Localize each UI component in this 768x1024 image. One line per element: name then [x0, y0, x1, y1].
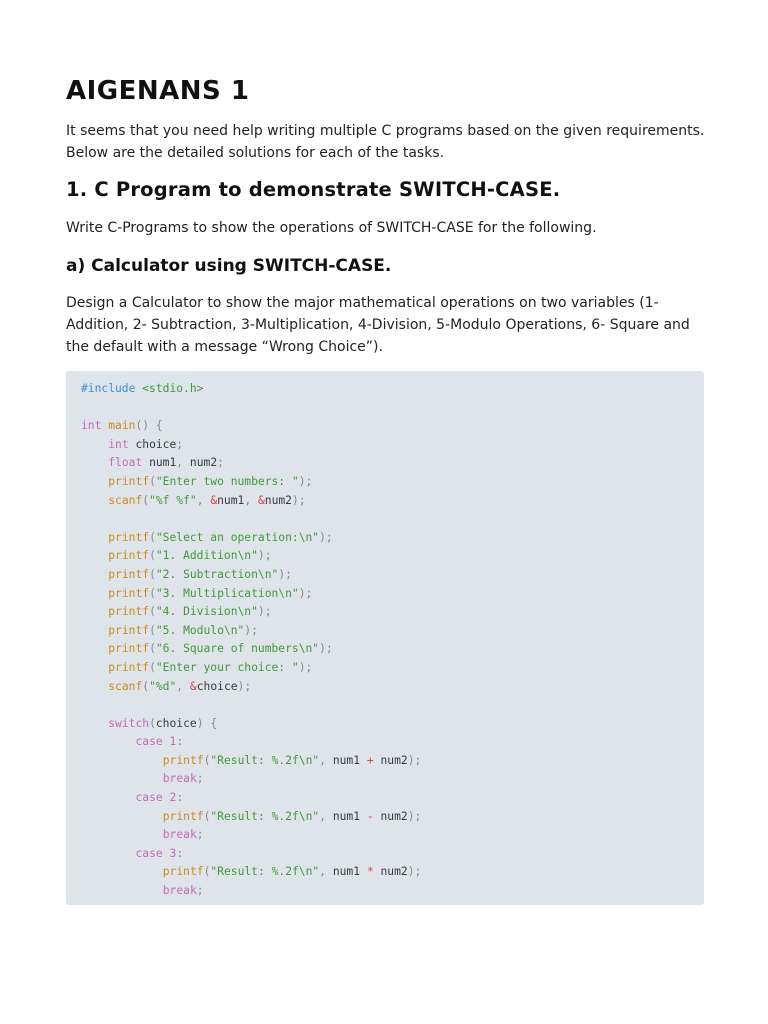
code-line: float num1, num2; — [108, 456, 224, 470]
code-line: printf("Result: %.2f\n", num1 - num2); — [162, 809, 422, 823]
code-line: printf("Enter two numbers: "); — [108, 474, 313, 488]
code-listing — [81, 380, 421, 901]
code-line — [81, 696, 421, 715]
code-line: case 3: — [135, 846, 184, 860]
code-line: case 1: — [135, 735, 184, 749]
section-description: Write C-Programs to show the operations of SWITCH-CASE for the following. — [66, 220, 597, 236]
code-line: switch(choice) { — [108, 716, 218, 730]
code-line: printf("Select an operation:\n"); — [108, 530, 333, 544]
section-heading: 1. C Program to demonstrate SWITCH-CASE. — [66, 178, 561, 201]
code-line — [81, 399, 421, 418]
code-line: printf("1. Addition\n"); — [108, 549, 272, 563]
code-line: int main() { — [81, 419, 163, 433]
code-line: case 2: — [135, 791, 184, 805]
code-line: int choice; — [108, 437, 184, 451]
code-line: printf("Result: %.2f\n", num1 + num2); — [162, 753, 422, 767]
code-line: printf("2. Subtraction\n"); — [108, 567, 292, 581]
code-line: printf("3. Multiplication\n"); — [108, 586, 313, 600]
code-line: printf("5. Modulo\n"); — [108, 623, 258, 637]
code-line: printf("Result: %.2f\n", num1 * num2); — [162, 865, 422, 879]
subsection-heading: a) Calculator using SWITCH-CASE. — [66, 256, 392, 276]
code-line: break; — [162, 772, 204, 786]
intro-paragraph: It seems that you need help writing multiple C programs based on the given requirements. Below are the detailed solutions for each of the tasks. — [66, 123, 705, 161]
code-line: #include <stdio.h> — [81, 382, 204, 395]
code-line — [81, 510, 421, 529]
code-line: scanf("%d", &choice); — [108, 679, 252, 693]
code-line: printf("6. Square of numbers\n"); — [108, 642, 333, 656]
code-line: break; — [162, 828, 204, 842]
code-block — [66, 371, 704, 905]
code-line: break; — [162, 884, 204, 898]
code-line: scanf("%f %f", &num1, &num2); — [108, 493, 306, 507]
page-title: AIGENANS 1 — [66, 76, 250, 106]
subsection-description: Design a Calculator to show the major mathematical operations on two variables (1- Addition, 2- Subtraction, 3-Multiplication, 4-Division, 5-Modulo Operations, 6- Square and the default with a message “Wrong Choice”). — [66, 295, 690, 355]
code-line: printf("4. Division\n"); — [108, 605, 272, 619]
code-line: printf("Enter your choice: "); — [108, 660, 313, 674]
